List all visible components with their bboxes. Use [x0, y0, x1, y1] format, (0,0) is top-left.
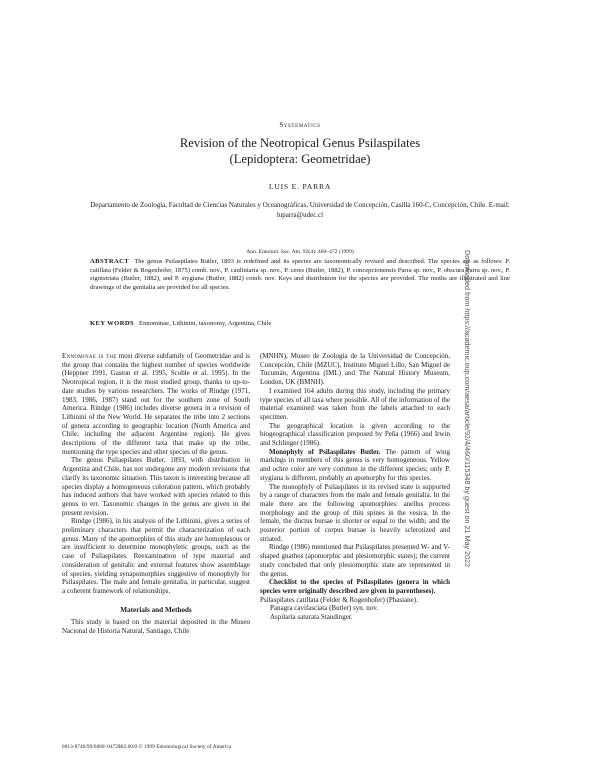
methods-paragraph-1: This study is based on the material deposited in the Museo Nacional de Historia Natural, Santiago, Chile [62, 618, 250, 636]
author-affiliation: Departamento de Zoología, Facultad de Ciencias Naturales y Oceanográficas, Universidad de Concepción, Casilla 160-C, Concepción, Chile. E-mail: luparra@udec.cl [90, 201, 510, 220]
left-column [62, 352, 250, 636]
intro-paragraph-1-text: most diverse subfamily of Geometridae and is the group that contains the highest number of species worldwide (Heppner 1991, Gaston et al. 1995, Scoble et al. 1995). In the Neotropical region, it is the most studied group, thanks to up-to-date studies by various researchers. The works of Rindge (1971, 1983, 1986, 1987) stand out for the southern zone of South America. Rindge (1986) includes diverse genera in a revision of Lithinini of the New World. He separates the tribe into 2 sections of genera according to geographic location (North America and Chile, including the adjacent Argentine region). He gives descriptions of the different taxa that make up the tribe, mentioning the type species and other species of the genus. [62, 352, 250, 456]
article-title [60, 135, 540, 167]
methods-continuation: (MNHN), Museo de Zoología de la Universidad de Concepción, Concepción, Chile (MZUC), Instituto Miguel Lillo, San Miguel de Tucumán, Argentina (IML) and The Natural History Museum, London, UK (BMNH). [260, 352, 450, 387]
methods-paragraph-2: I examined 164 adults during this study, including the primary type species of all taxa where possible. All of the information of the material examined was taken from the labels attached to each specimen. [260, 386, 450, 421]
section-label: Systematics [279, 121, 321, 129]
title-line-1: Revision of the Neotropical Genus Psilaspilates [179, 136, 421, 150]
abstract-text: The genus Psilaspilates Butler, 1893 is redefined and its species are taxonomically revised and described. The species are as follows: P. catillata (Felder & Rogenhofer, 1875) comb. nov., P. cauliniaria sp. nov., P. ceres (Butler, 1882), P. concepcionensis Parra sp. nov., P. obscura Parra sp. nov., P. signistriata (Butler, 1882), and P. stygiana (Butler, 1882) comb. nov. Keys and distribution for the species are provided. The moths are illustrated and line drawings of the genitalia are provided for all species. [90, 258, 510, 291]
intro-lead-words: Ennominae is the [62, 352, 117, 360]
copyright-footer: 0013-8746/99/0460–0472$02.00/0 © 1999 Entomological Society of America [62, 744, 232, 750]
monophyly-heading: Monophyly of Psilaspilates Butler. [269, 447, 381, 456]
monophyly-paragraph-2: The monophyly of Psilaspilates in its revised state is supported by a range of characters from the male and female genitalia. In the male there are the following apomorphies: anellus process morphology and the group of thin spines in the vesica. In the female, the ductus bursae is shorter or equal to the width; and the posterior portion of corpus bursae is heavily sclerotized and striated. [260, 482, 450, 543]
monophyly-text: The pattern of wing markings in members of this genus is very homogeneous. Yellow and ochre color are very common in the different species; only P. stygiana is different, probably an apomorphy for this species. [260, 447, 450, 482]
monophyly-paragraph [260, 448, 450, 483]
abstract-label: ABSTRACT [90, 258, 130, 265]
methods-paragraph-3: The geographical location is given according to the biogeographical classification proposed by Peña (1966) and Irwin and Schlinger (1986). [260, 421, 450, 448]
abstract [90, 258, 510, 292]
right-column [260, 352, 450, 622]
species-synonym: Panagra cavifasciata (Butler) syn. nov. [270, 604, 379, 613]
intro-paragraph-3: Rindge (1986), in his analysis of the Lithinini, gives a series of preliminary characters that permit the characterization of each genus. Many of the apomorphies of this study are homoplasous or are insufficient to determine monophyletic groups, such as the case of Psilaspilates. Reexamination of type material and consideration of genitalic and external features show assemblage of species, yielding synapomorphies suggestive of monophyly for Psilaspilates. The male and female genitalia, in particular, suggest a coherent framework of relationships. [62, 517, 250, 595]
keywords-label: KEY WORDS [90, 320, 135, 327]
materials-methods-heading: Materials and Methods [120, 605, 192, 614]
title-line-2: (Lepidoptera: Geometridae) [229, 152, 371, 166]
species-entry: Psilaspilates catillata (Felder & Rogenhofer) (Phasiane). [260, 595, 418, 604]
checklist-heading: Checklist to the species of Psilaspilates (genera in which species were originally described are given in parentheses). [260, 578, 450, 595]
keywords-text: Ennominae, Lithinini, taxonomy, Argentina, Chile [139, 320, 272, 327]
author-name: LUIS E. PARRA [268, 182, 332, 191]
intro-paragraph-1 [62, 352, 250, 456]
rindge-paragraph: Rindge (1986) mentioned that Psilaspilates presented W- and V-shaped gnathos (apomorphic and plesiomorphic states); the current study concluded that only plesiomorphic state are represented in the genus. [260, 543, 450, 578]
species-synonym: Aspilaria saturata Staudinger. [270, 613, 353, 622]
download-watermark: Downloaded from https://academic.oup.com/aesa/article/92/4/460/115348 by guest on 21 May 2022 [463, 250, 472, 568]
intro-paragraph-2: The genus Psilaspilates Butler, 1893, with distribution in Argentina and Chile, has not undergone any modern revisions that clarify its taxonomic situation. This taxon is interesting because all species display a homogeneous coloration pattern, which probably has induced authors that have worked with species related to this genus to err. Taxonomic changes in the genus are given in the present revision. [62, 456, 250, 517]
journal-citation: Ann. Entomol. Soc. Am. 92(4): 460–472 (1999) [246, 249, 354, 255]
keywords [90, 320, 510, 329]
